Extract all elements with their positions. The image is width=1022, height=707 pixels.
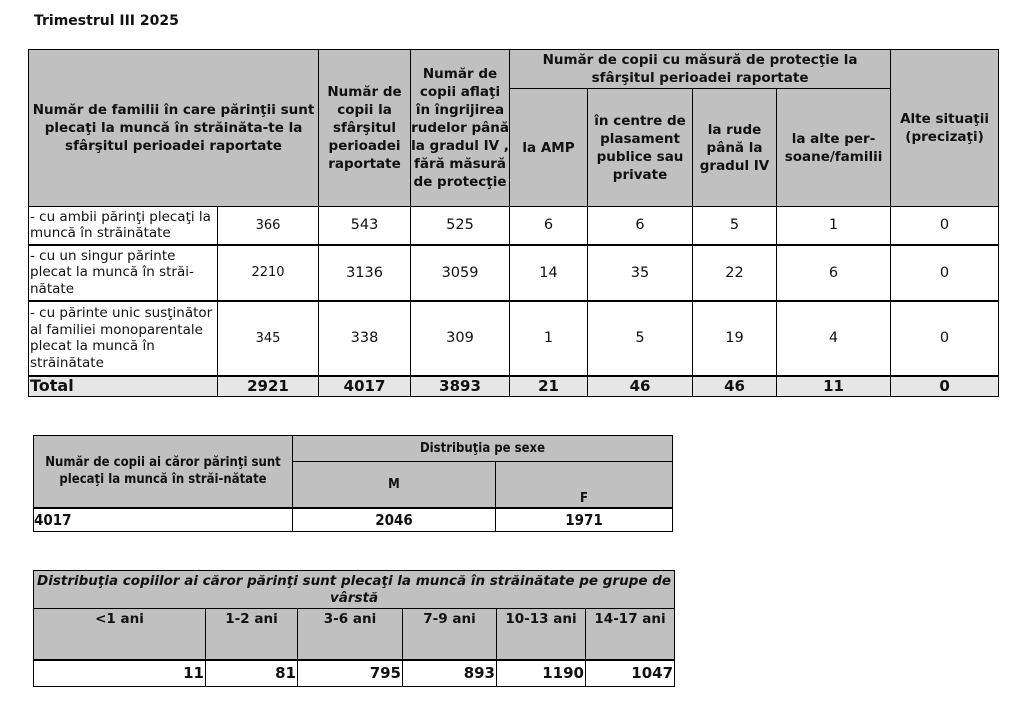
cell-families: 2210 — [218, 245, 319, 301]
cell-centers: 6 — [588, 207, 693, 245]
cell-other: 4 — [777, 301, 891, 376]
age-group-value: 795 — [298, 660, 403, 687]
cell-other: 1 — [777, 207, 891, 245]
page-title: Trimestrul III 2025 — [34, 13, 179, 29]
table-row — [29, 245, 999, 301]
cell-relatives: 525 — [411, 207, 510, 245]
header-centers: în centre de plasament publice sau private — [588, 89, 693, 207]
total-families: 2921 — [218, 376, 319, 397]
cell-centers: 35 — [588, 245, 693, 301]
header-children-end: Număr de copii la sfârşitul perioadei raportate — [319, 50, 411, 207]
total-rude: 46 — [693, 376, 777, 397]
cell-families: 345 — [218, 301, 319, 376]
header-other-situations: Alte situaţii (precizaţi) — [891, 50, 999, 207]
f-value: 1971 — [496, 508, 673, 532]
age-group-value: 11 — [34, 660, 206, 687]
age-group-header: 1-2 ani — [206, 609, 298, 660]
table-row — [29, 301, 999, 376]
cell-other: 6 — [777, 245, 891, 301]
cell-rude: 22 — [693, 245, 777, 301]
header-children-abroad: Număr de copii ai căror părinţi sunt plecaţi la muncă în străi-nătate — [34, 436, 293, 508]
age-group-value: 893 — [403, 660, 497, 687]
cell-children: 3136 — [319, 245, 411, 301]
sex-distribution-table — [33, 435, 673, 532]
age-group-header: <1 ani — [34, 609, 206, 660]
header-amp: la AMP — [510, 89, 588, 207]
total-row — [29, 376, 999, 397]
age-distribution-table — [33, 570, 675, 687]
header-m: M — [293, 462, 496, 508]
header-other-persons: la alte per-soane/familii — [777, 89, 891, 207]
age-group-header: 7-9 ani — [403, 609, 497, 660]
cell-rude: 5 — [693, 207, 777, 245]
age-distribution-caption: Distribuţia copiilor ai căror părinţi sunt plecaţi la muncă în străinătate pe grupe de vârstă — [34, 571, 675, 609]
header-sex-distribution: Distribuţia pe sexe — [293, 436, 673, 462]
cell-children: 338 — [319, 301, 411, 376]
total-children-value: 4017 — [34, 508, 293, 532]
total-centers: 46 — [588, 376, 693, 397]
total-relatives: 3893 — [411, 376, 510, 397]
row-label: - cu ambii părinţi plecaţi la muncă în străinătate — [29, 207, 218, 245]
header-children-relatives: Număr de copii aflaţi în îngrijirea rudelor până la gradul IV , fără măsură de protecţie — [411, 50, 510, 207]
cell-amp: 6 — [510, 207, 588, 245]
total-children: 4017 — [319, 376, 411, 397]
age-group-value: 81 — [206, 660, 298, 687]
row-label: - cu un singur părinte plecat la muncă în străi-nătate — [29, 245, 218, 301]
table-row — [29, 207, 999, 245]
age-group-header: 3-6 ani — [298, 609, 403, 660]
cell-rude: 19 — [693, 301, 777, 376]
cell-relatives: 3059 — [411, 245, 510, 301]
age-group-value: 1190 — [497, 660, 586, 687]
cell-relatives: 309 — [411, 301, 510, 376]
m-value: 2046 — [293, 508, 496, 532]
total-amp: 21 — [510, 376, 588, 397]
total-other: 11 — [777, 376, 891, 397]
families-table — [28, 49, 999, 397]
age-group-value: 1047 — [586, 660, 675, 687]
header-protection-group: Număr de copii cu măsură de protecţie la sfârşitul perioadei raportate — [510, 50, 891, 89]
total-alte: 0 — [891, 376, 999, 397]
cell-amp: 14 — [510, 245, 588, 301]
cell-amp: 1 — [510, 301, 588, 376]
cell-families: 366 — [218, 207, 319, 245]
age-group-header: 10-13 ani — [497, 609, 586, 660]
cell-centers: 5 — [588, 301, 693, 376]
age-group-header: 14-17 ani — [586, 609, 675, 660]
header-families: Număr de familii în care părinţii sunt plecaţi la muncă în străinăta-te la sfârşitul perioadei raportate — [29, 50, 319, 207]
header-relatives-iv: la rude până la gradul IV — [693, 89, 777, 207]
cell-alte: 0 — [891, 245, 999, 301]
header-f: F — [496, 462, 673, 508]
cell-children: 543 — [319, 207, 411, 245]
total-label: Total — [29, 376, 218, 397]
cell-alte: 0 — [891, 207, 999, 245]
cell-alte: 0 — [891, 301, 999, 376]
row-label: - cu părinte unic susţinător al familiei monoparentale plecat la muncă în străinătate — [29, 301, 218, 376]
